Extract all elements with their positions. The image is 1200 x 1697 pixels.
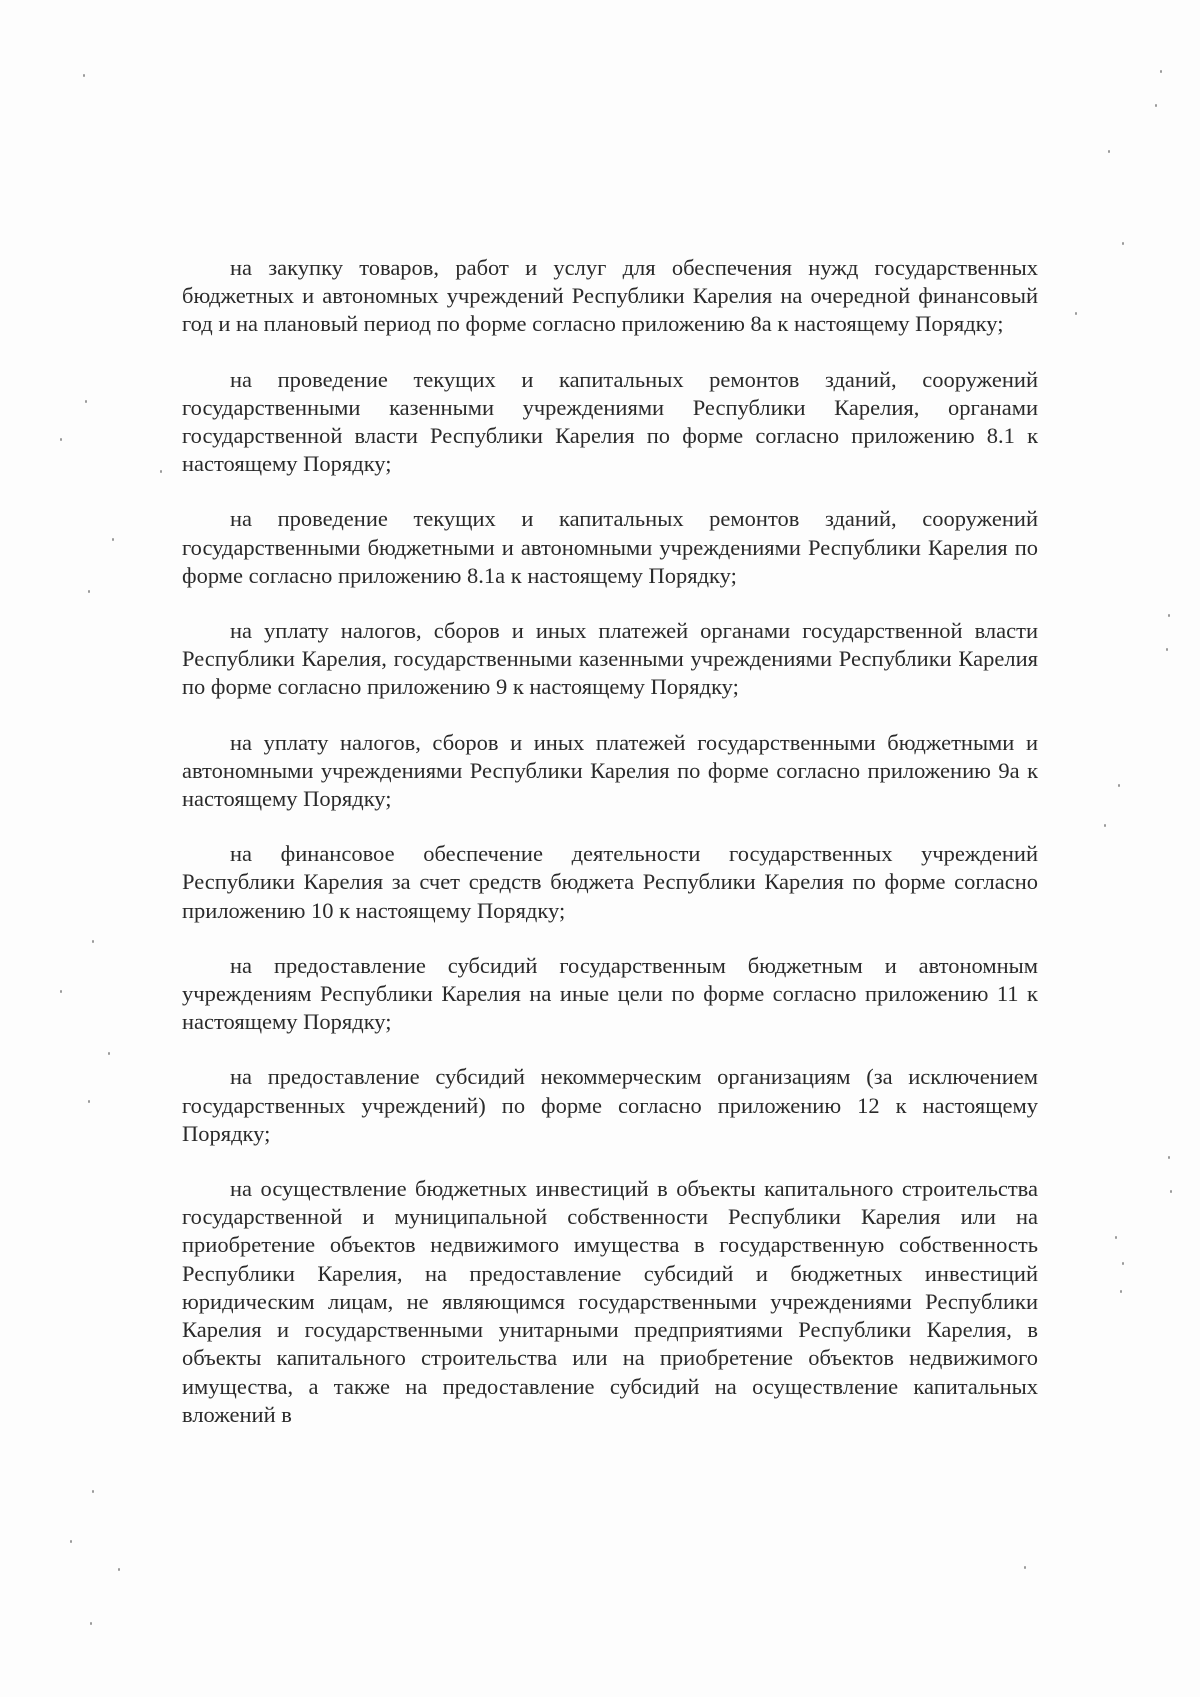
scan-speck — [118, 1568, 120, 1571]
scan-speck — [60, 438, 62, 441]
scan-speck — [1122, 1262, 1124, 1265]
scan-speck — [1168, 1156, 1170, 1159]
scan-speck — [1155, 104, 1157, 107]
scan-speck — [1168, 614, 1170, 617]
paragraph: на предоставление субсидий государственным бюджетным и автономным учреждениям Республики Карелия на иные цели по форме согласно приложению 11 к настоящему Порядку; — [182, 952, 1038, 1035]
scan-speck — [1108, 150, 1110, 153]
paragraph: на осуществление бюджетных инвестиций в объекты капитального строительства государственной и муниципальной собственности Республики Карелия или на приобретение объектов недвижимого имущества в государственную собственность Республики Карелия, на предоставление субсидий и бюджетных инвестиций юридическим лицам, не являющимся государственными учреждениями Республики Карелия и государственными унитарными предприятиями Республики Карелия, в объекты капитального строительства или на приобретение объектов недвижимого имущества, а также на предоставление субсидий на осуществление капитальных вложений в — [182, 1176, 1038, 1427]
scan-speck — [88, 590, 90, 593]
paragraph: на уплату налогов, сборов и иных платежей органами государственной власти Республики Карелия, государственными казенными учреждениями Республики Карелия по форме согласно приложению 9 к настоящему Порядку; — [182, 618, 1038, 700]
scan-speck — [92, 1490, 94, 1493]
scan-speck — [112, 538, 114, 541]
scan-speck — [108, 1052, 110, 1055]
paragraph: на предоставление субсидий некоммерческим организациям (за исключением государственных учреждений) по форме согласно приложению 12 к настоящему Порядку; — [182, 1064, 1038, 1146]
scan-speck — [1075, 312, 1077, 315]
scan-speck — [70, 1540, 72, 1543]
scan-speck — [88, 1100, 90, 1103]
scan-speck — [83, 74, 85, 77]
paragraph: на проведение текущих и капитальных ремонтов зданий, сооружений государственными казенными учреждениями Республики Карелия, органами государственной власти Республики Карелия по форме согласно приложению 8.1 к настоящему Порядку; — [182, 366, 1038, 477]
paragraph: на финансовое обеспечение деятельности государственных учреждений Республики Карелия за счет средств бюджета Республики Карелия по форме согласно приложению 10 к настоящему Порядку; — [182, 841, 1038, 923]
scan-speck — [1120, 1290, 1122, 1293]
scan-speck — [1118, 784, 1120, 787]
scan-speck — [1160, 70, 1162, 73]
paragraph: на закупку товаров, работ и услуг для обеспечения нужд государственных бюджетных и автономных учреждений Республики Карелия на очередной финансовый год и на плановый период по форме согласно приложению 8а к настоящему Порядку; — [182, 255, 1038, 337]
scan-speck — [1170, 1190, 1172, 1193]
scan-speck — [1024, 1566, 1026, 1569]
scan-speck — [92, 940, 94, 943]
scan-speck — [1166, 648, 1168, 651]
scan-speck — [90, 1622, 92, 1625]
scan-speck — [160, 470, 162, 473]
scan-speck — [1104, 824, 1106, 827]
paragraph: на проведение текущих и капитальных ремонтов зданий, сооружений государственными бюджетными и автономными учреждениями Республики Карелия по форме согласно приложению 8.1а к настоящему Порядку; — [182, 506, 1038, 588]
document-body — [182, 254, 1038, 1429]
scan-speck — [1115, 1236, 1117, 1239]
scan-speck — [60, 990, 62, 993]
scan-speck — [85, 400, 87, 403]
paragraph: на уплату налогов, сборов и иных платежей государственными бюджетными и автономными учреждениями Республики Карелия по форме согласно приложению 9а к настоящему Порядку; — [182, 729, 1038, 812]
scan-speck — [1122, 242, 1124, 245]
